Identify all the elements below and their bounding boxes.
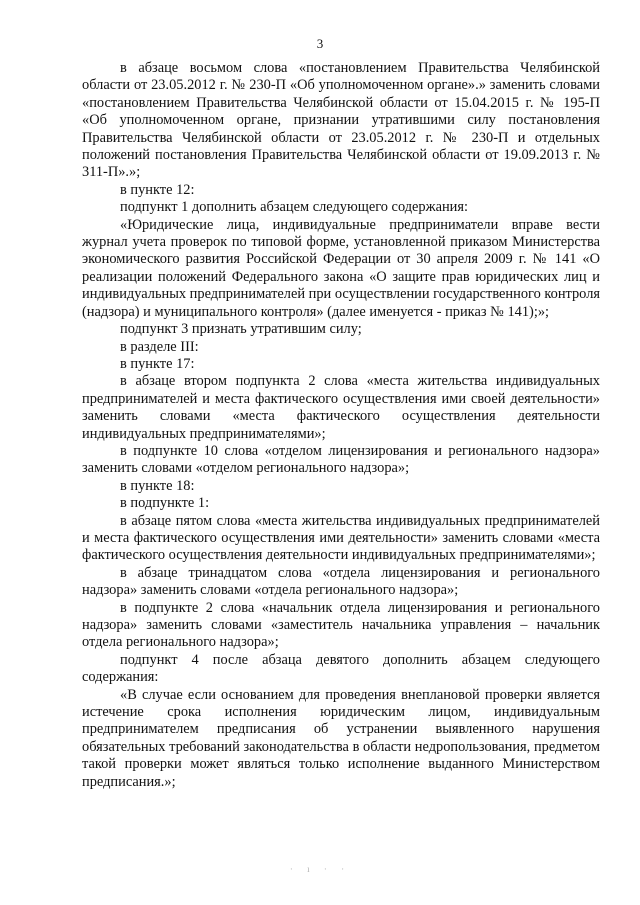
- paragraph: в подпункте 10 слова «отделом лицензирования и регионального надзора» заменить словами «отделом регионального надзора»;: [82, 442, 600, 477]
- paragraph: подпункт 3 признать утратившим силу;: [120, 321, 362, 338]
- paragraph: в пункте 18:: [120, 477, 195, 494]
- document-body: [82, 60, 600, 791]
- paragraph: в подпункте 2 слова «начальник отдела лицензирования и регионального надзора» заменить словами «заместитель начальника управления – начальник отдела регионального надзора»;: [82, 599, 600, 651]
- paragraph: «Юридические лица, индивидуальные предприниматели вправе вести журнал учета проверок по типовой форме, установленной приказом Министерства экономического развития Российской Федерации от 30 апреля 2009 г. № 141 «О реализации положений Федерального закона «О защите прав юридических лиц и индивидуальных предпринимателей при осуществлении государственного контроля (надзора) и муниципального контроля» (далее именуется - приказ № 141);»;: [82, 216, 600, 320]
- scan-artifact-marks: · ı · ·: [289, 864, 351, 874]
- paragraph: в абзаце пятом слова «места жительства индивидуальных предпринимателей и места фактического осуществления ими деятельности» заменить словами «места фактического осуществления деятельности индивидуальных предпринимателями»;: [82, 512, 600, 564]
- paragraph: в разделе III:: [120, 338, 199, 355]
- paragraph: подпункт 4 после абзаца девятого дополнить абзацем следующего содержания:: [82, 651, 600, 686]
- paragraph: в пункте 12:: [120, 181, 195, 198]
- paragraph: подпункт 1 дополнить абзацем следующего содержания:: [120, 199, 468, 216]
- paragraph: в пункте 17:: [120, 355, 195, 372]
- paragraph: в абзаце восьмом слова «постановлением Правительства Челябинской области от 23.05.2012 г. № 230-П «Об уполномоченном органе».» заменить словами «постановлением Правительства Челябинской области от 15.04.2015 г. № 195-П «Об уполномоченном органе, признании утратившими силу постановления Правительства Челябинской области от 23.05.2012 г. № 230-П и отдельных положений постановления Правительства Челябинской области от 19.09.2013 г. № 311-П».»;: [82, 60, 600, 181]
- page-number: 3: [316, 36, 324, 51]
- paragraph: в абзаце втором подпункта 2 слова «места жительства индивидуальных предпринимателей и места фактического осуществления ими своей деятельности» заменить словами «места фактического осуществления деятельности индивидуальных предпринимателями»;: [82, 373, 600, 442]
- paragraph: «В случае если основанием для проведения внеплановой проверки является истечение срока исполнения юридическим лицом, индивидуальным предпринимателем предписания об устранении выявленного нарушения обязательных требований законодательства в области недропользования, предметом такой проверки может являться только исполнение выданного Министерством предписания.»;: [82, 686, 600, 790]
- paragraph: в подпункте 1:: [120, 495, 210, 512]
- paragraph: в абзаце тринадцатом слова «отдела лицензирования и регионального надзора» заменить словами «отдела регионального надзора»;: [82, 564, 600, 599]
